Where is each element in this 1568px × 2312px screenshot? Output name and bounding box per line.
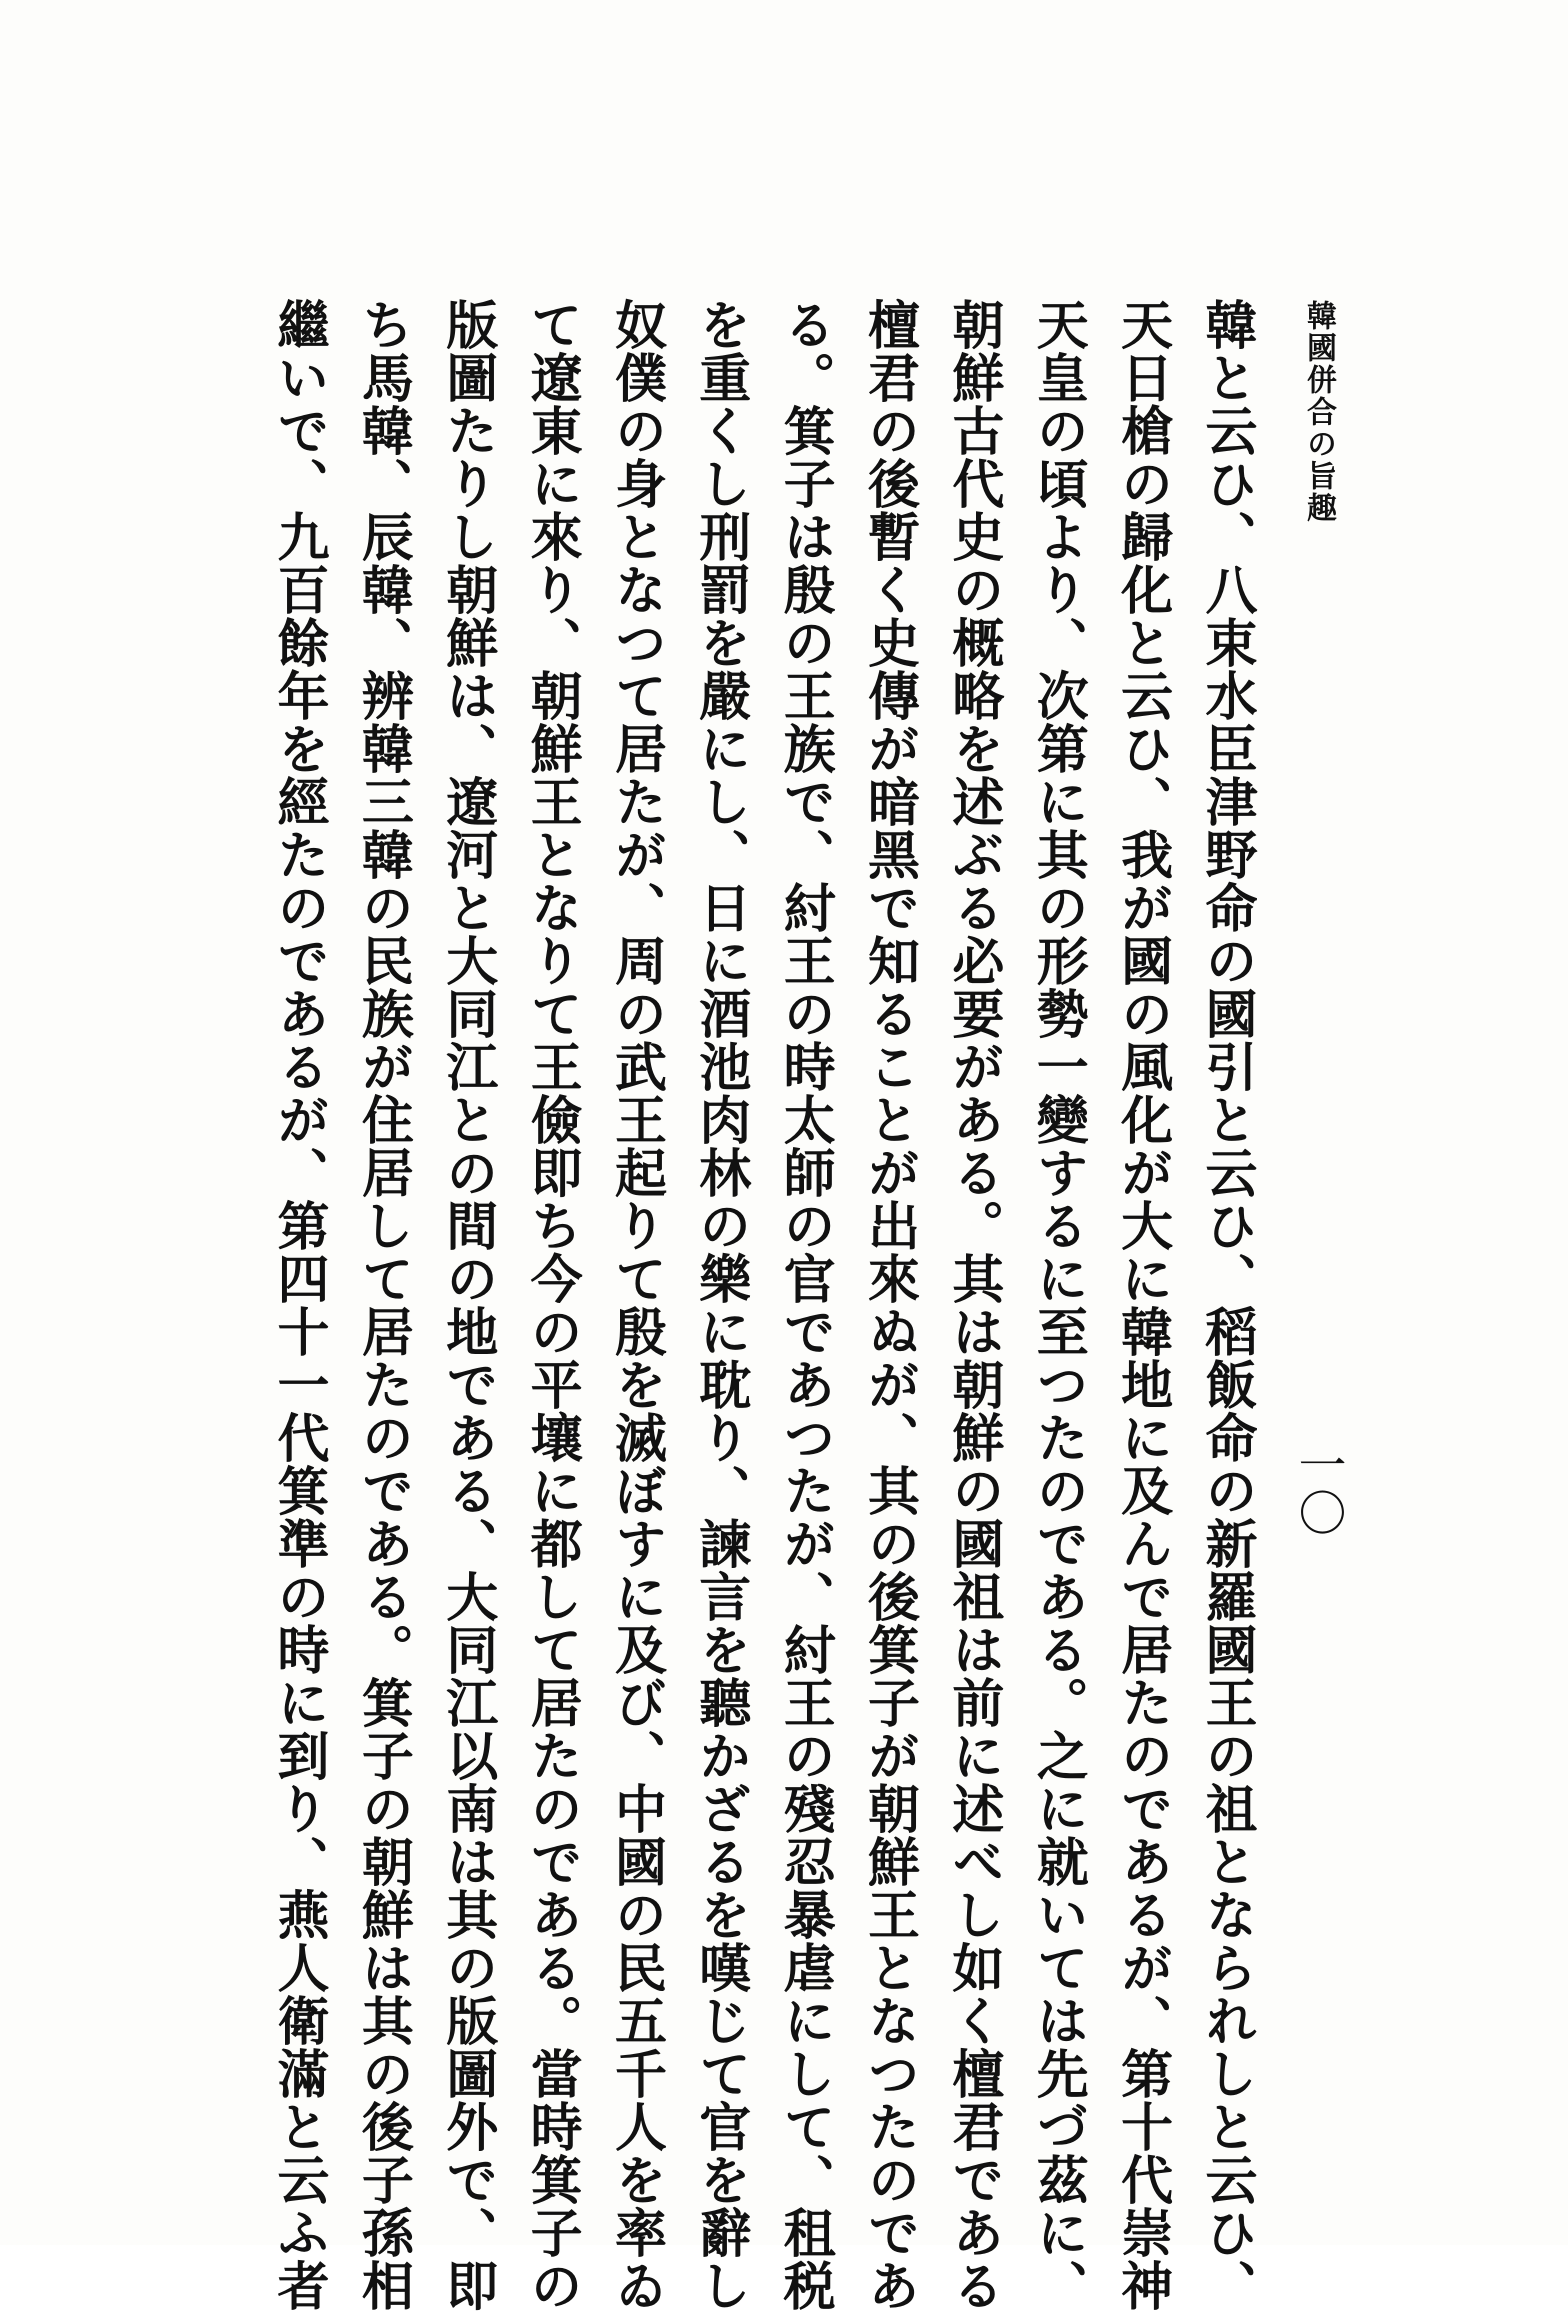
page-number: 一〇 — [1290, 1440, 1346, 1536]
text-column: 版圖たりし朝鮮は、遼河と大同江との間の地である、大同江以南は其の版圖外で、即 — [436, 298, 498, 2312]
text-column: 奴僕の身となつて居たが、周の武王起りて殷を滅ぼすに及び、中國の民五千人を率ゐ — [605, 298, 667, 2312]
text-column: て遼東に來り、朝鮮王となりて王儉即ち今の平壤に都して居たのである。當時箕子の — [521, 298, 583, 2312]
text-column: 朝鮮古代史の概略を述ぶる必要がある。其は朝鮮の國祖は前に述べし如く檀君である — [942, 298, 1004, 2312]
running-title: 韓國併合の旨趣 — [1301, 300, 1336, 524]
body-text — [262, 298, 1262, 2312]
text-column: 韓と云ひ、八束水臣津野命の國引と云ひ、稻飯命の新羅國王の祖となられしと云ひ、 — [1195, 298, 1257, 2312]
text-column: 檀君の後暫く史傳が暗黑で知ることが出來ぬが、其の後箕子が朝鮮王となつたのであ — [858, 298, 920, 2312]
text-column: 天日槍の歸化と云ひ、我が國の風化が大に韓地に及んで居たのであるが、第十代崇神 — [1111, 298, 1173, 2312]
text-column: 繼いで、九百餘年を經たのであるが、第四十一代箕準の時に到り、燕人衛滿と云ふ者 — [268, 298, 329, 2312]
text-column: を重くし刑罰を嚴にし、日に酒池肉林の樂に耽り、諫言を聽かざるを嘆じて官を辭し — [689, 298, 751, 2312]
text-column: る。箕子は殷の王族で、紂王の時太師の官であつたが、紂王の殘忍暴虐にして、租税 — [774, 298, 836, 2312]
text-column: ち馬韓、辰韓、辨韓三韓の民族が住居して居たのである。箕子の朝鮮は其の後子孫相 — [352, 298, 414, 2312]
text-column: 天皇の頃より、次第に其の形勢一變するに至つたのである。之に就いては先づ茲に、 — [1027, 298, 1089, 2312]
